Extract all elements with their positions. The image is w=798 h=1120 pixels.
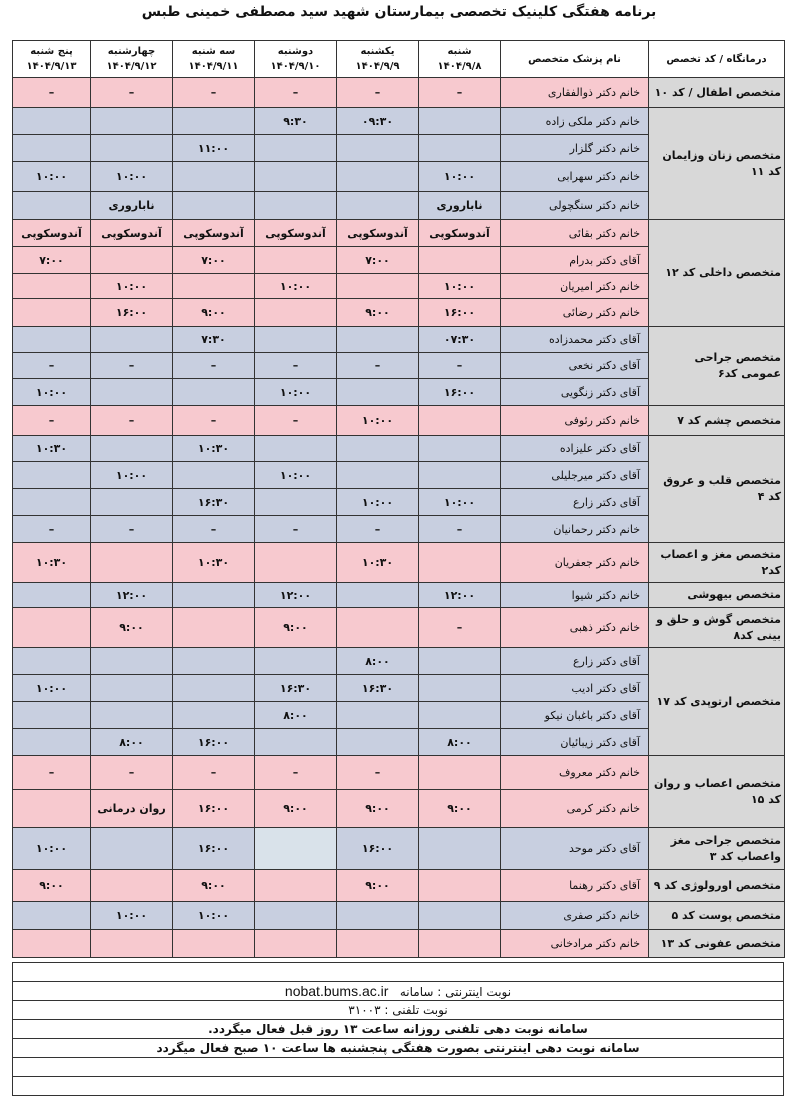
slot-cell: – [91,78,173,108]
doctor-cell: خانم دکتر گلزار [501,135,649,162]
slot-cell [91,648,173,675]
slot-cell [419,648,501,675]
slot-cell: ۱۰:۰۰ [91,462,173,489]
slot-cell: – [91,756,173,790]
slot-cell [255,327,337,353]
slot-cell [91,379,173,406]
slot-cell: ۹:۰۰ [255,608,337,648]
slot-cell: ۱۶:۰۰ [173,828,255,870]
slot-cell: ۱۰:۰۰ [337,489,419,516]
dept-cell: متخصص پوست کد ۵ [649,902,785,930]
slot-cell: – [13,353,91,379]
slot-cell [419,543,501,583]
dept-cell: متخصص بیهوشی [649,583,785,608]
slot-cell: – [337,353,419,379]
slot-cell [173,274,255,299]
table-row [13,648,785,675]
slot-cell [337,902,419,930]
doctor-cell: آقای دکتر رهنما [501,870,649,902]
web-note: سامانه نوبت دهی اینترنتی بصورت هفتگی پنجشنبه ها ساعت ۱۰ صبح فعال میگردد [13,1039,784,1058]
doctor-cell: خانم دکتر رضائی [501,299,649,327]
slot-cell [419,436,501,462]
slot-cell: – [419,78,501,108]
slot-cell: ۷:۰۰ [173,247,255,274]
slot-cell [173,462,255,489]
dept-cell: متخصص اطفال / کد ۱۰ [649,78,785,108]
slot-cell: ۹:۰۰ [337,299,419,327]
day-header: شنبه ۱۴۰۴/۹/۸ [419,41,501,78]
slot-cell [419,108,501,135]
doctor-cell: خانم دکتر شیوا [501,583,649,608]
slot-cell [13,790,91,828]
slot-cell [337,274,419,299]
slot-cell: آندوسکوپی [13,220,91,247]
dept-cell: متخصص گوش و حلق و بینی کد۸ [649,608,785,648]
slot-cell: ۹:۰۰ [337,870,419,902]
slot-cell: ۰۹:۳۰ [337,108,419,135]
dept-header: درمانگاه / کد تخصص [649,41,785,78]
day-header: یکشنبه ۱۴۰۴/۹/۹ [337,41,419,78]
slot-cell [173,583,255,608]
table-row [13,327,785,353]
slot-cell [91,828,173,870]
slot-cell: ناباروری [419,192,501,220]
table-row [13,583,785,608]
slot-cell: ۱۶:۰۰ [337,828,419,870]
table-row [13,78,785,108]
table-row [13,870,785,902]
slot-cell: ۱۰:۰۰ [337,406,419,436]
slot-cell: ۱۶:۳۰ [255,675,337,702]
slot-cell: روان درمانی [91,790,173,828]
table-row [13,756,785,790]
doctor-cell: آقای دکتر زارع [501,648,649,675]
day-header: چهارشنبه ۱۴۰۴/۹/۱۲ [91,41,173,78]
slot-cell [173,162,255,192]
slot-cell: آندوسکوپی [91,220,173,247]
slot-cell: ۱۰:۰۰ [13,162,91,192]
slot-cell: ۹:۰۰ [13,870,91,902]
slot-cell: ۱۰:۰۰ [13,828,91,870]
slot-cell [337,436,419,462]
slot-cell: – [173,756,255,790]
dept-cell: متخصص داخلی کد ۱۲ [649,220,785,327]
slot-cell: ۹:۳۰ [255,108,337,135]
slot-cell [419,930,501,958]
dept-cell: متخصص اورولوژی کد ۹ [649,870,785,902]
slot-cell: ۱۰:۰۰ [419,274,501,299]
dept-cell: متخصص جراحی مغز واعصاب کد ۳ [649,828,785,870]
doctor-cell: خانم دکتر امیریان [501,274,649,299]
dept-cell: متخصص اعصاب و روان کد ۱۵ [649,756,785,828]
slot-cell: – [91,353,173,379]
slot-cell: ۱۰:۰۰ [13,379,91,406]
phone-note: سامانه نوبت دهی تلفنی روزانه ساعت ۱۳ روز قبل فعال میگردد. [13,1020,784,1039]
slot-cell: ۷:۳۰ [173,327,255,353]
internet-label: نوبت اینترنتی : سامانه [399,985,512,999]
slot-cell: ۱۰:۰۰ [419,162,501,192]
slot-cell [255,192,337,220]
slot-cell [13,135,91,162]
slot-cell [255,828,337,870]
slot-cell [13,930,91,958]
doctor-cell: خانم دکتر رئوفی [501,406,649,436]
doctor-cell: آقای دکتر زنگویی [501,379,649,406]
doctor-cell: خانم دکتر ذهبی [501,608,649,648]
table-row [13,930,785,958]
slot-cell [173,379,255,406]
slot-cell: – [255,756,337,790]
slot-cell: – [255,353,337,379]
slot-cell: ۱۲:۰۰ [255,583,337,608]
slot-cell: ۱۰:۳۰ [13,543,91,583]
slot-cell [13,108,91,135]
slot-cell: آندوسکوپی [337,220,419,247]
slot-cell [91,870,173,902]
slot-cell [13,489,91,516]
slot-cell: ۷:۰۰ [13,247,91,274]
slot-cell: – [337,516,419,543]
slot-cell: ۱۶:۳۰ [337,675,419,702]
slot-cell [13,648,91,675]
slot-cell [255,436,337,462]
slot-cell [91,247,173,274]
doctor-cell: آقای دکتر زیبائیان [501,729,649,756]
slot-cell [255,489,337,516]
slot-cell [91,489,173,516]
doctor-cell: آقای دکتر علیزاده [501,436,649,462]
doctor-cell: خانم دکتر مرادخانی [501,930,649,958]
table-row [13,608,785,648]
doctor-cell: آقای دکتر میرجلیلی [501,462,649,489]
slot-cell [419,406,501,436]
slot-cell [13,729,91,756]
slot-cell: – [13,516,91,543]
slot-cell: – [419,516,501,543]
slot-cell: ۱۰:۳۰ [337,543,419,583]
slot-cell [173,608,255,648]
slot-cell: ۱۰:۰۰ [91,902,173,930]
slot-cell: آندوسکوپی [255,220,337,247]
schedule-table [12,40,785,958]
slot-cell: ۹:۰۰ [337,790,419,828]
slot-cell [337,327,419,353]
doctor-cell: خانم دکتر سنگچولی [501,192,649,220]
slot-cell [419,135,501,162]
slot-cell: ۱۰:۰۰ [419,489,501,516]
dept-cell: متخصص زنان وزایمان کد ۱۱ [649,108,785,220]
slot-cell: – [337,756,419,790]
slot-cell [13,274,91,299]
slot-cell [255,902,337,930]
slot-cell: – [91,516,173,543]
slot-cell: ۱۰:۰۰ [91,162,173,192]
slot-cell: – [173,406,255,436]
slot-cell [173,108,255,135]
slot-cell: – [419,608,501,648]
slot-cell [13,608,91,648]
slot-cell: ۱۰:۳۰ [13,436,91,462]
slot-cell [255,247,337,274]
slot-cell [419,675,501,702]
slot-cell [173,930,255,958]
slot-cell: ۸:۰۰ [419,729,501,756]
slot-cell [13,327,91,353]
slot-cell: – [419,353,501,379]
slot-cell [91,135,173,162]
day-header: سه شنبه ۱۴۰۴/۹/۱۱ [173,41,255,78]
slot-cell: ۹:۰۰ [419,790,501,828]
slot-cell: ۱۶:۰۰ [419,299,501,327]
slot-cell [255,162,337,192]
slot-cell: ۱۰:۰۰ [255,462,337,489]
slot-cell: ۱۶:۳۰ [173,489,255,516]
page-title: برنامه هفتگی کلینیک تخصصی بیمارستان شهید سید مصطفی خمینی طبس [141,4,657,20]
slot-cell: ناباروری [91,192,173,220]
slot-cell: – [255,406,337,436]
slot-cell [255,299,337,327]
slot-cell: ۱۰:۳۰ [173,543,255,583]
slot-cell: ۰۷:۳۰ [419,327,501,353]
doctor-cell: خانم دکتر بقائی [501,220,649,247]
doctor-cell: آقای دکتر زارع [501,489,649,516]
slot-cell: ۷:۰۰ [337,247,419,274]
doctor-cell: خانم دکتر رحمانیان [501,516,649,543]
doctor-cell: آقای دکتر باغبان نیکو [501,702,649,729]
slot-cell: – [13,406,91,436]
slot-cell [255,543,337,583]
slot-cell: ۸:۰۰ [255,702,337,729]
slot-cell [337,135,419,162]
slot-cell [13,702,91,729]
slot-cell: – [337,78,419,108]
doctor-header: نام پزشک متخصص [501,41,649,78]
slot-cell [173,192,255,220]
slot-cell: ۱۶:۰۰ [91,299,173,327]
slot-cell [173,675,255,702]
day-header: دوشنبه ۱۴۰۴/۹/۱۰ [255,41,337,78]
slot-cell: ۹:۰۰ [91,608,173,648]
doctor-cell: خانم دکتر کرمی [501,790,649,828]
slot-cell: ۱۰:۰۰ [173,902,255,930]
table-row [13,220,785,247]
slot-cell: ۱۱:۰۰ [173,135,255,162]
slot-cell: ۹:۰۰ [173,299,255,327]
dept-cell: متخصص مغز و اعصاب کد۲ [649,543,785,583]
footer-blank [13,1077,784,1096]
slot-cell [13,192,91,220]
table-row [13,902,785,930]
doctor-cell: خانم دکتر ذوالفقاری [501,78,649,108]
slot-cell: – [91,406,173,436]
slot-cell [419,247,501,274]
dept-cell: متخصص قلب و عروق کد ۴ [649,436,785,543]
slot-cell [419,462,501,489]
slot-cell [419,828,501,870]
slot-cell: – [255,516,337,543]
table-row [13,406,785,436]
slot-cell [91,930,173,958]
slot-cell [255,135,337,162]
slot-cell [337,192,419,220]
slot-cell [419,702,501,729]
slot-cell: ۱۶:۰۰ [173,790,255,828]
slot-cell [91,108,173,135]
dept-cell: متخصص ارتوپدی کد ۱۷ [649,648,785,756]
slot-cell [337,930,419,958]
slot-cell: ۱۲:۰۰ [419,583,501,608]
footer-phone: نوبت تلفنی : ۳۱۰۰۳ [13,1001,784,1020]
slot-cell: – [13,756,91,790]
slot-cell: ۱۶:۰۰ [173,729,255,756]
slot-cell [419,756,501,790]
footer-blank [13,963,784,982]
doctor-cell: آقای دکتر محمدزاده [501,327,649,353]
doctor-cell: آقای دکتر بدرام [501,247,649,274]
slot-cell [337,462,419,489]
doctor-cell: آقای دکتر ادیب [501,675,649,702]
slot-cell [91,436,173,462]
slot-cell [13,902,91,930]
internet-url: nobat.bums.ac.ir [284,983,389,999]
doctor-cell: خانم دکتر معروف [501,756,649,790]
slot-cell [255,729,337,756]
doctor-cell: خانم دکتر جعفریان [501,543,649,583]
doctor-cell: خانم دکتر ملکی زاده [501,108,649,135]
slot-cell [337,608,419,648]
slot-cell [337,729,419,756]
dept-cell: متخصص عفونی کد ۱۳ [649,930,785,958]
slot-cell: – [173,516,255,543]
slot-cell [173,648,255,675]
slot-cell [337,162,419,192]
slot-cell [255,930,337,958]
slot-cell: ۱۰:۳۰ [173,436,255,462]
slot-cell: ۱۶:۰۰ [419,379,501,406]
slot-cell: – [13,78,91,108]
footer-internet [13,982,784,1001]
slot-cell [337,379,419,406]
slot-cell [419,902,501,930]
slot-cell: ۱۰:۰۰ [255,379,337,406]
slot-cell [173,702,255,729]
slot-cell [255,648,337,675]
slot-cell: آندوسکوپی [173,220,255,247]
slot-cell: آندوسکوپی [419,220,501,247]
header-row [13,41,785,78]
slot-cell [419,870,501,902]
slot-cell: – [173,353,255,379]
day-header: پنج شنبه ۱۴۰۴/۹/۱۳ [13,41,91,78]
footer-table [12,962,784,1096]
slot-cell: ۱۲:۰۰ [91,583,173,608]
slot-cell: – [255,78,337,108]
slot-cell: ۸:۰۰ [337,648,419,675]
slot-cell: ۸:۰۰ [91,729,173,756]
slot-cell [337,702,419,729]
footer-blank [13,1058,784,1077]
slot-cell: ۹:۰۰ [173,870,255,902]
dept-cell: متخصص جراحی عمومی کد۶ [649,327,785,406]
slot-cell [91,327,173,353]
slot-cell: ۹:۰۰ [255,790,337,828]
slot-cell [91,702,173,729]
slot-cell: ۱۰:۰۰ [91,274,173,299]
slot-cell [13,462,91,489]
slot-cell [13,583,91,608]
table-row [13,436,785,462]
slot-cell: – [173,78,255,108]
doctor-cell: خانم دکتر صفری [501,902,649,930]
slot-cell: ۱۰:۰۰ [255,274,337,299]
doctor-cell: آقای دکتر موحد [501,828,649,870]
dept-cell: متخصص چشم کد ۷ [649,406,785,436]
slot-cell [91,543,173,583]
table-row [13,543,785,583]
slot-cell: ۱۰:۰۰ [13,675,91,702]
slot-cell [255,870,337,902]
slot-cell [91,675,173,702]
doctor-cell: خانم دکتر سهرابی [501,162,649,192]
table-row [13,828,785,870]
slot-cell [337,583,419,608]
table-row [13,108,785,135]
slot-cell [13,299,91,327]
doctor-cell: آقای دکتر نخعی [501,353,649,379]
